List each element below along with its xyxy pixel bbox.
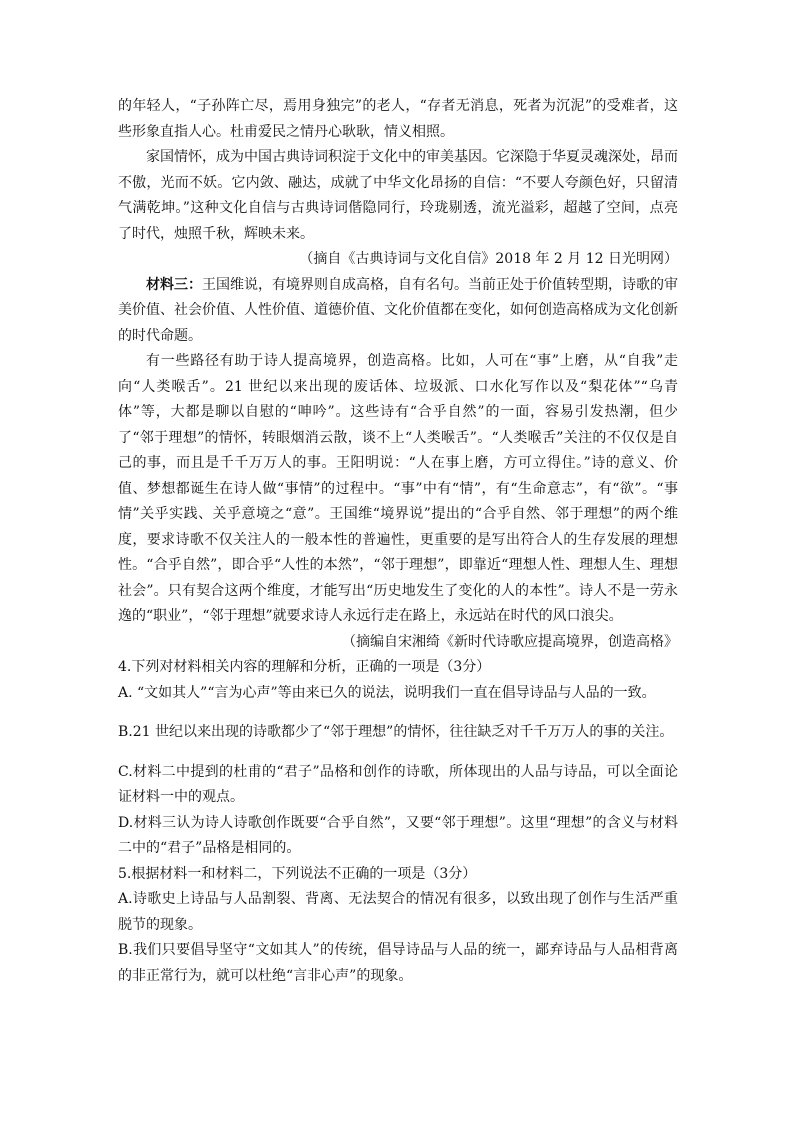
material-three-paragraph [118, 273, 678, 350]
paragraph-paths: 有一些路径有助于诗人提高境界，创造高格。比如，人可在“事”上磨，从“自我”走向“人类喉舌”。21 世纪以来出现的废话体、垃圾派、口水化写作以及“梨花体”“乌青体”等，大都是聊以自慰的“呻吟”。这些诗有“合乎自然”的一面，容易引发热潮，但少了“邻于理想”的情怀，转眼烟消云散，谈不上“人类喉舌”。“人类喉舌”关注的不仅仅是自己的事，而且是千千万万人的事。王阳明说：“人在事上磨，方可立得住。”诗的意义、价值、梦想都诞生在诗人做“事情”的过程中。“事”中有“情”，有“生命意志”，有“欲”。“事情”关乎实践、关乎意境之“意”。王国维“境界说”提出的“合乎自然、邻于理想”的两个维度，要求诗歌不仅关注人的一般本性的普遍性，更重要的是写出符合人的生存发展的理想性。“合乎自然”，即合乎“人性的本然”，“邻于理想”，即靠近“理想人性、理想人生、理想社会”。只有契合这两个维度，才能写出“历史地发生了变化的人的本性”。诗人不是一劳永逸的“职业”，“邻于理想”就要求诗人永远行走在路上，永远站在时代的风口浪尖。 [118, 353, 678, 624]
question-4-option-d: D.材料三认为诗人诗歌创作既要“合乎自然”，又要“邻于理想”。这里“理想”的含义与材料二中的“君子”品格是相同的。 [118, 814, 678, 856]
question-4-stem: 4.下列对材料相关内容的理解和分析，正确的一项是（3分） [118, 659, 491, 675]
question-5-option-a: A.诗歌史上诗品与人品割裂、背离、无法契合的情况有很多，以致出现了创作与生活严重脱节的现象。 [118, 891, 678, 933]
paragraph-continued: 的年轻人，“子孙阵亡尽，焉用身独完”的老人，“存者无消息，死者为沉泥”的受难者，这些形象直指人心。杜甫爱民之情丹心耿耿，情义相照。 [118, 98, 678, 140]
material-three-text: 王国维说，有境界则自成高格，自有名句。当前正处于价值转型期，诗歌的审美价值、社会价值、人性价值、道德价值、文化价值都在变化，如何创造高格成为文化创新的时代命题。 [118, 276, 678, 344]
question-5-option-b: B.我们只要倡导坚守“文如其人”的传统，倡导诗品与人品的统一，鄙弃诗品与人品相背离的非正常行为，就可以杜绝“言非心声”的现象。 [118, 942, 678, 984]
question-4-option-b: B.21 世纪以来出现的诗歌都少了“邻于理想”的情怀，往往缺乏对千千万万人的事的关注。 [118, 724, 674, 740]
question-5-stem: 5.根据材料一和材料二，下列说法不正确的一项是（3分） [118, 865, 477, 882]
paragraph-cultural-confidence: 家国情怀，成为中国古典诗词积淀于文化中的审美基因。它深隐于华夏灵魂深处，昂而不傲，光而不妖。它内敛、融达，成就了中华文化昂扬的自信：“不要人夸颜色好，只留清气满乾坤。”这种文化自信与古典诗词偕隐同行，玲珑剔透，流光溢彩，超越了空间，点亮了时代，烛照千秋，辉映未来。 [118, 149, 678, 242]
source-citation-2: （摘编自宋湘绮《新时代诗歌应提高境界，创造高格》 [342, 633, 678, 650]
material-three-label: 材料三： [146, 276, 202, 293]
question-4-option-a: A. “文如其人”“言为心声”等由来已久的说法，说明我们一直在倡导诗品与人品的一致。 [118, 684, 656, 701]
source-citation-1: （摘自《古典诗词与文化自信》2018 年 2 月 12 日光明网） [299, 251, 678, 267]
question-4-option-c: C.材料二中提到的杜甫的“君子”品格和创作的诗歌，所体现出的人品与诗品，可以全面论证材料一中的观点。 [118, 763, 678, 805]
document-body [118, 94, 678, 989]
